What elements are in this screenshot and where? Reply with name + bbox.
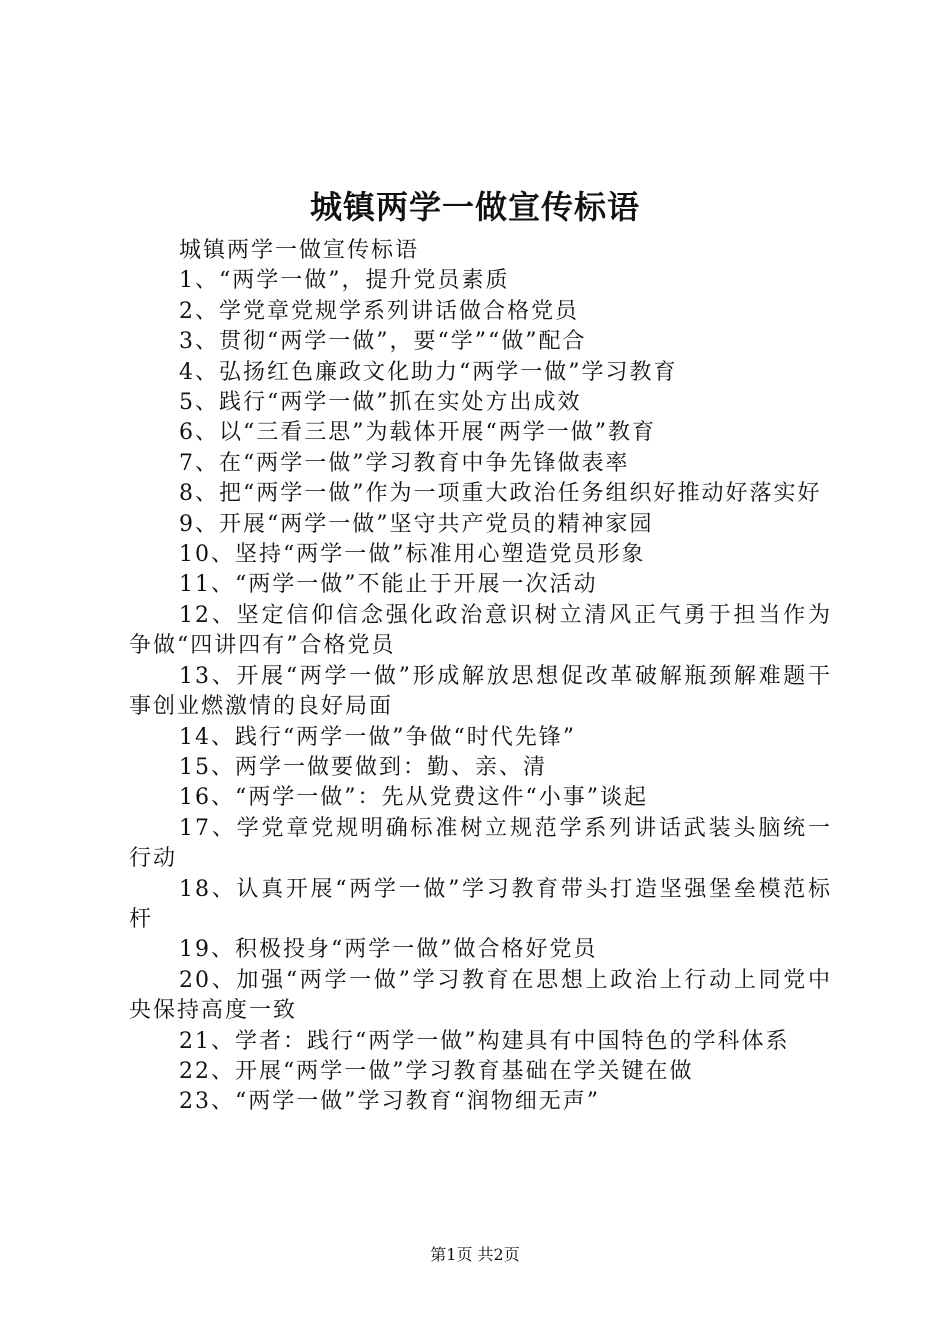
paragraph: 17、学党章党规明确标准树立规范学系列讲话武装头脑统一行动 [129, 815, 832, 872]
paragraph: 23、“两学一做”学习教育“润物细无声” [179, 1089, 600, 1115]
paragraph: 18、认真开展“两学一做”学习教育带头打造坚强堡垒模范标杆 [129, 876, 832, 932]
paragraph: 12、坚定信仰信念强化政治意识树立清风正气勇于担当作为争做“四讲四有”合格党员 [129, 602, 832, 659]
paragraph: 8、把“两学一做”作为一项重大政治任务组织好推动好落实好 [179, 481, 822, 507]
paragraph: 13、开展“两学一做”形成解放思想促改革破解瓶颈解难题干事创业燃激情的良好局面 [129, 663, 832, 720]
paragraph: 1、“两学一做”，提升党员素质 [179, 268, 510, 294]
paragraph: 21、学者：践行“两学一做”构建具有中国特色的学科体系 [179, 1028, 790, 1054]
paragraph: 19、积极投身“两学一做”做合格好党员 [179, 937, 598, 963]
paragraph: 6、以“三看三思”为载体开展“两学一做”教育 [179, 420, 656, 446]
paragraph: 14、践行“两学一做”争做“时代先锋” [179, 724, 576, 750]
paragraph: 7、在“两学一做”学习教育中争先锋做表率 [179, 450, 630, 476]
page-footer: 第1页 共2页 [430, 1245, 520, 1264]
paragraph: 5、践行“两学一做”抓在实处方出成效 [179, 390, 582, 416]
paragraph: 11、“两学一做”不能止于开展一次活动 [179, 572, 598, 598]
paragraph: 4、弘扬红色廉政文化助力“两学一做”学习教育 [179, 359, 678, 385]
document-body [129, 236, 832, 1118]
paragraph: 15、两学一做要做到：勤、亲、清 [179, 754, 547, 780]
document-title: 城镇两学一做宣传标语 [309, 188, 640, 226]
paragraph: 16、“两学一做”：先从党费这件“小事”谈起 [179, 785, 648, 811]
paragraph: 9、开展“两学一做”坚守共产党员的精神家园 [179, 511, 654, 537]
paragraph: 20、加强“两学一做”学习教育在思想上政治上行动上同党中央保持高度一致 [129, 967, 832, 1024]
paragraph: 10、坚持“两学一做”标准用心塑造党员形象 [179, 542, 646, 568]
paragraph: 城镇两学一做宣传标语 [179, 238, 420, 263]
paragraph: 22、开展“两学一做”学习教育基础在学关键在做 [179, 1058, 694, 1084]
paragraph: 3、贯彻“两学一做”，要“学”“做”配合 [179, 329, 587, 355]
paragraph: 2、学党章党规学系列讲话做合格党员 [179, 298, 579, 324]
